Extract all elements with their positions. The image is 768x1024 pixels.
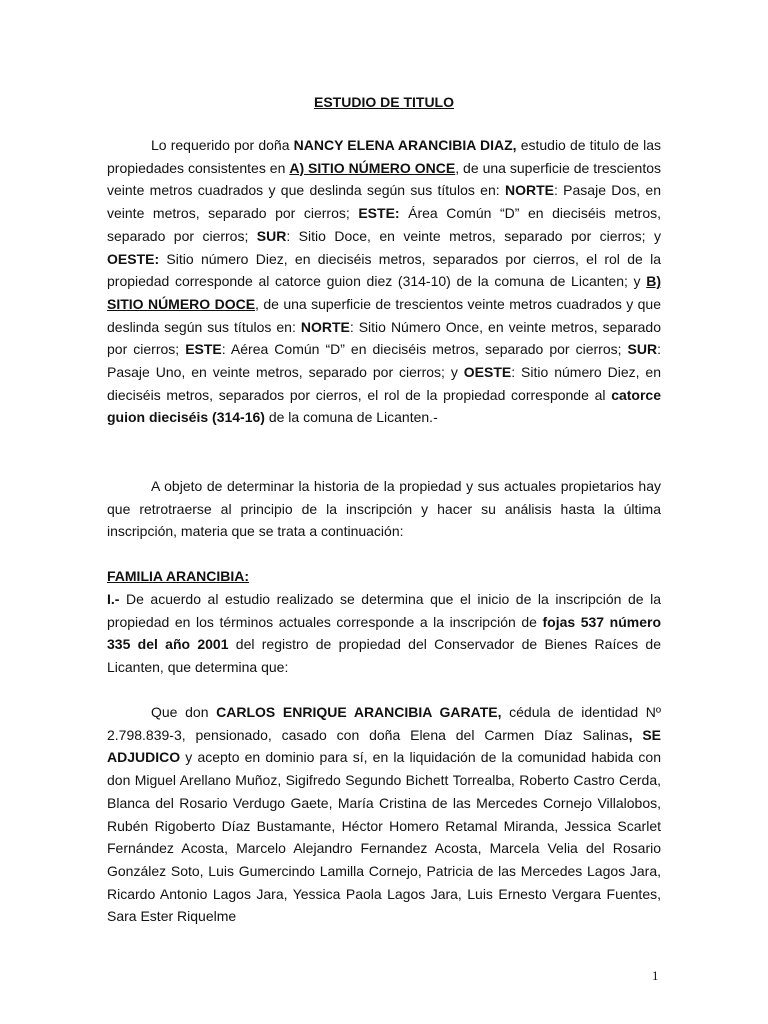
text-span: : Pasaje Dos, en veinte metros, separado por cierros; [107,182,661,222]
text-span: : Pasaje Uno, en veinte metros, separado por cierros; y [107,341,661,381]
text-span: de la comuna de Licanten.- [264,409,438,426]
boundary-label: NORTE [300,318,350,335]
section-heading-familia: FAMILIA ARANCIBIA: [107,568,250,584]
property-a-label [289,160,455,176]
paragraph-objective: A objeto de determinar la historia de la propiedad y sus actuales propietarios hay que retrotraerse al principio de la inscripción y hacer su análisis hasta la última inscripción, materia que se trata a continuación: [107,478,661,540]
adjudico-label: , SE ADJUDICO [107,726,661,766]
paragraph-properties [107,134,661,429]
document-title: ESTUDIO DE TITULO [314,94,454,110]
property-a-text: A) SITIO NÚMERO ONCE [289,159,456,176]
boundary-label: OESTE: [107,250,160,267]
person-name: CARLOS ENRIQUE ARANCIBIA GARATE, [216,704,502,720]
text-span: y acepto en dominio para sí, en la liquidación de la comunidad habida con don Miguel Arellano Muñoz, Sigifredo Segundo Bichett Torrealba, Roberto Castro Cerda, Blanca del Rosario Verdugo Gaete, María Cristina de las Mercedes Cornejo Villalobos, Rubén Rigoberto Díaz Bustamante, Héctor Homero Retamal Miranda, Jessica Scarlet Fernández Acosta, Marcelo Alejandro Fernandez Acosta, Marcela Velia del Rosario González Soto, Luis Gumercindo Lamilla Cornejo, Patricia de las Mercedes Lagos Jara, Ricardo Antonio Lagos Jara, Yessica Paola Lagos Jara, Luis Ernesto Vergara Fuentes, Sara Ester Riquelme [107,749,661,925]
fojas-reference: fojas 537 número 335 del año 2001 [107,613,661,653]
text-span: : Aérea Común “D” en dieciséis metros, separado por cierros; [221,341,628,358]
text-span: cédula de identidad Nº 2.798.839-3, pensionado, casado con doña Elena del Carmen Díaz Salinas [107,704,661,743]
text-span: : Sitio Doce, en veinte metros, separado por cierros; y [286,227,661,244]
boundary-label: SUR [627,341,658,358]
property-b-text: B) SITIO NÚMERO DOCE [107,273,661,312]
text-span: , de una superficie de trescientos veinte metros cuadrados y que deslinda según sus títulos en: [107,159,661,199]
text-span: Área Común “D” en dieciséis metros, separado por cierros; [107,205,661,244]
text-span: Que don [151,704,217,720]
paragraph-inscription [107,588,661,679]
boundary-label: OESTE [463,364,512,381]
text-span: : Sitio número Diez, en dieciséis metros, separados por cierros, el rol de la propiedad corresponde al [107,364,661,403]
boundary-label: SUR [256,227,287,244]
boundary-label: ESTE: [358,205,400,222]
boundary-label: NORTE [504,182,554,199]
section-number: I.- [107,591,120,607]
rol-number: catorce guion dieciséis (314-16) [107,386,661,426]
text-span: De acuerdo al estudio realizado se determina que el inicio de la inscripción de la propiedad en los términos actuales corresponde a la inscripción de [107,591,661,630]
paragraph-adjudication [107,701,661,928]
text-span: Lo requerido por doña [151,137,294,153]
text-span: del registro de propiedad del Conservador de Bienes Raíces de Licanten, que determina que: [107,636,661,676]
owner-name: NANCY ELENA ARANCIBIA DIAZ, [293,137,517,153]
text-span: , de una superficie de trescientos veinte metros cuadrados y que deslinda según sus títulos en: [107,295,661,335]
text-span: Sitio número Diez, en dieciséis metros, separados por cierros, el rol de la propiedad corresponde al catorce guion diez (314-10) de la comuna de Licanten; y [107,250,661,290]
page-number: 1 [652,968,659,983]
text-span: estudio de titulo de las propiedades consistentes en [107,137,661,176]
boundary-label: ESTE [185,341,222,358]
text-span: : Sitio Número Once, en veinte metros, separado por cierros; [107,318,662,358]
